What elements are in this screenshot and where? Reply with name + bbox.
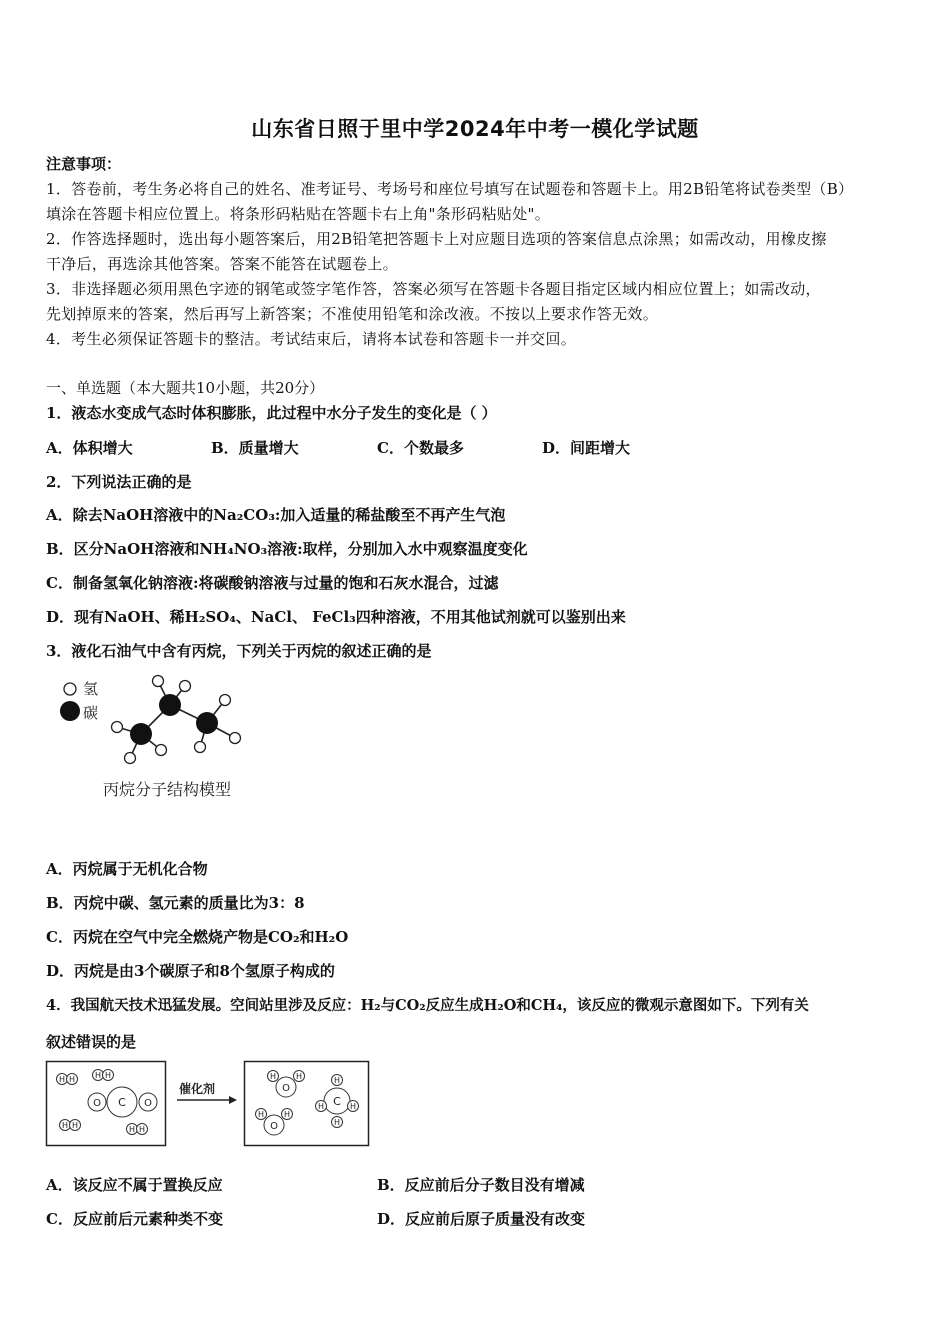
- svg-text:H: H: [94, 1071, 102, 1080]
- q4-option-c: C．反应前后元素种类不变: [46, 1210, 223, 1228]
- q3-option-b: B．丙烷中碳、氢元素的质量比为3：8: [46, 894, 305, 912]
- hydrogen-atoms: [112, 676, 241, 764]
- hydrogen-atom: [153, 676, 164, 687]
- notice-line: 3．非选择题必须用黑色字迹的钢笔或签字笔作答，答案必须写在答题卡各题目指定区域内相应位置上；如需改动，: [46, 280, 821, 298]
- svg-text:H: H: [61, 1121, 69, 1130]
- hydrogen-atom: [230, 733, 241, 744]
- question-4-stem-cont: 叙述错误的是: [46, 1033, 137, 1051]
- q3-option-d: D．丙烷是由3个碳原子和8个氢原子构成的: [46, 962, 335, 980]
- propane-molecule-figure: [55, 668, 275, 808]
- svg-text:H: H: [295, 1072, 303, 1081]
- svg-text:H: H: [58, 1075, 66, 1084]
- legend-carbon-label: 碳: [83, 704, 99, 722]
- catalyst-label: 催化剂: [179, 1082, 216, 1096]
- figure-caption: 丙烷分子结构模型: [103, 780, 232, 799]
- hydrogen-atom: [180, 681, 191, 692]
- question-4-stem: 4．我国航天技术迅猛发展。空间站里涉及反应：H₂与CO₂反应生成H₂O和CH₄，该反应的微观示意图如下。下列有关: [46, 997, 809, 1014]
- question-2-stem: 2．下列说法正确的是: [46, 473, 192, 491]
- svg-text:H: H: [269, 1072, 277, 1081]
- q2-option-a: A．除去NaOH溶液中的Na₂CO₃:加入适量的稀盐酸至不再产生气泡: [46, 506, 506, 524]
- carbon-atom: [130, 723, 152, 745]
- svg-text:H: H: [333, 1118, 341, 1127]
- q3-option-c: C．丙烷在空气中完全燃烧产物是CO₂和H₂O: [46, 928, 349, 946]
- svg-text:H: H: [283, 1110, 291, 1119]
- carbon-atoms: [130, 694, 218, 745]
- q2-option-d: D．现有NaOH、稀H₂SO₄、NaCl、 FeCl₃四种溶液，不用其他试剂就可以鉴别出来: [46, 608, 626, 626]
- svg-text:H: H: [349, 1102, 357, 1111]
- section-heading: 一、单选题（本大题共10小题，共20分）: [46, 379, 325, 397]
- hydrogen-atom: [125, 753, 136, 764]
- svg-text:H: H: [138, 1125, 146, 1134]
- notice-line: 1．答卷前，考生务必将自己的姓名、准考证号、考场号和座位号填写在试题卷和答题卡上。用2B铅笔将试卷类型（B）: [46, 180, 854, 198]
- svg-text:O: O: [270, 1121, 278, 1132]
- svg-text:C: C: [118, 1096, 126, 1109]
- hydrogen-atom: [195, 742, 206, 753]
- q4-option-d: D．反应前后原子质量没有改变: [377, 1210, 586, 1228]
- carbon-atom: [159, 694, 181, 716]
- notice-line: 干净后，再选涂其他答案。答案不能答在试题卷上。: [46, 255, 398, 273]
- notice-heading: 注意事项：: [46, 155, 122, 173]
- reaction-diagram: [45, 1060, 375, 1150]
- notice-line: 先划掉原来的答案，然后再写上新答案；不准使用铅笔和涂改液。不按以上要求作答无效。: [46, 305, 659, 323]
- q2-option-c: C．制备氢氧化钠溶液:将碳酸钠溶液与过量的饱和石灰水混合，过滤: [46, 574, 499, 592]
- svg-text:O: O: [93, 1098, 101, 1109]
- legend-hydrogen-label: 氢: [83, 680, 99, 698]
- svg-text:H: H: [68, 1075, 76, 1084]
- q1-option-d: D．间距增大: [542, 439, 631, 457]
- q1-option-a: A．体积增大: [46, 439, 133, 457]
- svg-text:H: H: [71, 1121, 79, 1130]
- legend-carbon: [60, 701, 98, 722]
- hydrogen-atom: [220, 695, 231, 706]
- question-3-stem: 3．液化石油气中含有丙烷，下列关于丙烷的叙述正确的是: [46, 642, 432, 660]
- q4-option-b: B．反应前后分子数目没有增减: [377, 1176, 585, 1194]
- page-title: 山东省日照于里中学2024年中考一模化学试题: [251, 117, 699, 141]
- svg-text:H: H: [104, 1071, 112, 1080]
- svg-text:H: H: [257, 1110, 265, 1119]
- notice-line: 填涂在答题卡相应位置上。将条形码粘贴在答题卡右上角"条形码粘贴处"。: [46, 205, 551, 223]
- legend-hydrogen: [64, 680, 98, 698]
- svg-text:H: H: [333, 1076, 341, 1085]
- hydrogen-atom: [112, 722, 123, 733]
- q2-option-b: B．区分NaOH溶液和NH₄NO₃溶液:取样，分别加入水中观察温度变化: [46, 540, 528, 558]
- q3-option-a: A．丙烷属于无机化合物: [46, 860, 208, 878]
- svg-text:O: O: [282, 1083, 290, 1094]
- question-1-stem: 1．液态水变成气态时体积膨胀，此过程中水分子发生的变化是（ ）: [46, 404, 497, 422]
- svg-text:C: C: [333, 1095, 341, 1108]
- notice-line: 4．考生必须保证答题卡的整洁。考试结束后，请将本试卷和答题卡一并交回。: [46, 330, 577, 348]
- carbon-atom: [196, 712, 218, 734]
- notice-line: 2．作答选择题时，选出每小题答案后，用2B铅笔把答题卡上对应题目选项的答案信息点涂黑；如需改动，用橡皮擦: [46, 230, 827, 248]
- q1-option-c: C．个数最多: [377, 439, 464, 457]
- q4-option-a: A．该反应不属于置换反应: [46, 1176, 223, 1194]
- q1-option-b: B．质量增大: [211, 439, 299, 457]
- svg-text:H: H: [128, 1125, 136, 1134]
- hydrogen-atom: [156, 745, 167, 756]
- svg-text:O: O: [144, 1098, 152, 1109]
- svg-text:H: H: [317, 1102, 325, 1111]
